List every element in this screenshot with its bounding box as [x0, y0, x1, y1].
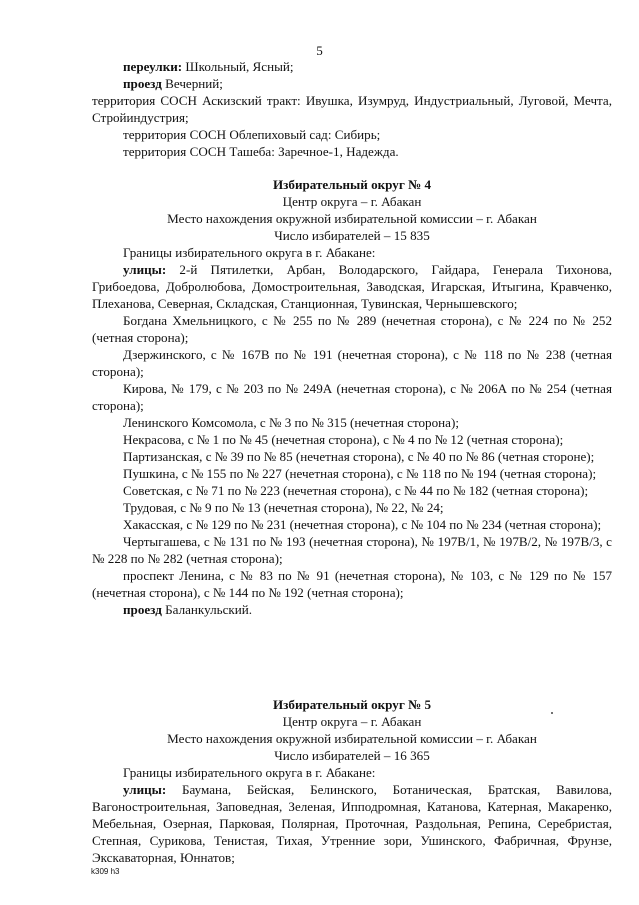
paragraph-text: Баумана, Бейская, Белинского, Ботаническая, Братская, Вавилова, Вагоностроительная, Заповедная, Зеленая, Ипподромная, Катанова, Катерная, Макаренко, Мебельная, Озерная, Парковая, Полярная, Проточная, Раздольная, Репина, Серебристая, Степная, Сурикова, Тенистая, Тихая, Утренние зори, Ушинского, Фабричная, Фрунзе, Экскаваторная, Юннатов;	[92, 782, 612, 865]
district-commission: Место нахождения окружной избирательной комиссии – г. Абакан	[167, 731, 537, 746]
paragraph-text: Кирова, № 179, с № 203 по № 249А (нечетная сторона), с № 206А по № 254 (четная сторона);	[92, 381, 612, 413]
district-title-text: Избирательный округ № 4	[272, 177, 432, 192]
paragraph	[92, 482, 612, 499]
bold-term: улицы:	[123, 262, 167, 277]
district-center: Центр округа – г. Абакан	[282, 714, 422, 729]
district-4-lines	[92, 261, 612, 618]
district-voters: Число избирателей – 16 365	[274, 748, 430, 763]
paragraph	[92, 516, 612, 533]
paragraph-text: территория СОСН Аскизский тракт: Ивушка, Изумруд, Индустриальный, Луговой, Мечта, Стройиндустрия;	[92, 93, 612, 125]
page-number: 5	[316, 43, 323, 58]
paragraph-text: Вечерний;	[161, 76, 223, 91]
paragraph-text: Баланкульский.	[161, 602, 253, 617]
top-section	[92, 58, 612, 160]
paragraph-text: Трудовая, с № 9 по № 13 (нечетная сторона), № 22, № 24;	[123, 500, 444, 515]
paragraph	[92, 126, 612, 143]
paragraph-text: Пушкина, с № 155 по № 227 (нечетная сторона), с № 118 по № 194 (четная сторона);	[123, 466, 597, 481]
paragraph	[92, 465, 612, 482]
paragraph-text: Хакасская, с № 129 по № 231 (нечетная сторона), с № 104 по № 234 (четная сторона);	[123, 517, 602, 532]
bold-term: улицы:	[123, 782, 167, 797]
district-commission: Место нахождения окружной избирательной комиссии – г. Абакан	[167, 211, 537, 226]
paragraph-text: Чертыгашева, с № 131 по № 193 (нечетная сторона), № 197В/1, № 197В/2, № 197В/3, с № 228 по № 282 (четная сторона);	[92, 534, 612, 566]
bold-term: проезд	[123, 602, 162, 617]
footer-code: k309 h3	[91, 867, 120, 876]
paragraph	[92, 567, 612, 601]
district-5-section	[92, 696, 612, 866]
scan-speck	[551, 712, 553, 714]
paragraph	[92, 380, 612, 414]
paragraph-text: 2-й Пятилетки, Арбан, Володарского, Гайдара, Генерала Тихонова, Грибоедова, Добролюбова, Домостроительная, Заводская, Игарская, Итыгина, Кравченко, Плеханова, Северная, Складская, Станционная, Тувинская, Чернышевского;	[92, 262, 612, 311]
paragraph	[92, 346, 612, 380]
paragraph-text: проспект Ленина, с № 83 по № 91 (нечетная сторона), № 103, с № 129 по № 157 (нечетная сторона), с № 144 по № 192 (четная сторона);	[92, 568, 612, 600]
paragraph-text: территория СОСН Облепиховый сад: Сибирь;	[123, 127, 381, 142]
paragraph	[92, 75, 612, 92]
district-5-lines	[92, 781, 612, 866]
paragraph	[92, 499, 612, 516]
paragraph-text: территория СОСН Ташеба: Заречное-1, Надежда.	[123, 144, 399, 159]
district-borders: Границы избирательного округа в г. Абакане:	[123, 765, 376, 780]
paragraph	[92, 781, 612, 866]
district-center: Центр округа – г. Абакан	[282, 194, 422, 209]
district-4-section	[92, 176, 612, 618]
district-borders: Границы избирательного округа в г. Абакане:	[123, 245, 376, 260]
paragraph	[92, 431, 612, 448]
paragraph	[92, 448, 612, 465]
paragraph	[92, 143, 612, 160]
paragraph-text: Партизанская, с № 39 по № 85 (нечетная сторона), с № 40 по № 86 (четная стороне);	[123, 449, 595, 464]
paragraph	[92, 312, 612, 346]
paragraph-text: Некрасова, с № 1 по № 45 (нечетная сторона), с № 4 по № 12 (четная сторона);	[123, 432, 564, 447]
district-title	[92, 696, 612, 713]
paragraph-text: Школьный, Ясный;	[182, 59, 294, 74]
paragraph	[92, 261, 612, 312]
paragraph-text: Богдана Хмельницкого, с № 255 по № 289 (нечетная сторона), с № 224 по № 252 (четная сторона);	[92, 313, 612, 345]
paragraph	[92, 533, 612, 567]
paragraph	[92, 601, 612, 618]
paragraph-text: Ленинского Комсомола, с № 3 по № 315 (нечетная сторона);	[123, 415, 459, 430]
bold-term: проезд	[123, 76, 162, 91]
paragraph	[92, 58, 612, 75]
paragraph-text: Дзержинского, с № 167В по № 191 (нечетная сторона), с № 118 по № 238 (четная сторона);	[92, 347, 612, 379]
paragraph-text: Советская, с № 71 по № 223 (нечетная сторона), с № 44 по № 182 (четная сторона);	[123, 483, 589, 498]
district-title-text: Избирательный округ № 5	[272, 697, 432, 712]
bold-term: переулки:	[123, 59, 183, 74]
district-voters: Число избирателей – 15 835	[274, 228, 430, 243]
paragraph	[92, 414, 612, 431]
paragraph	[61, 92, 612, 126]
district-title	[92, 176, 612, 193]
